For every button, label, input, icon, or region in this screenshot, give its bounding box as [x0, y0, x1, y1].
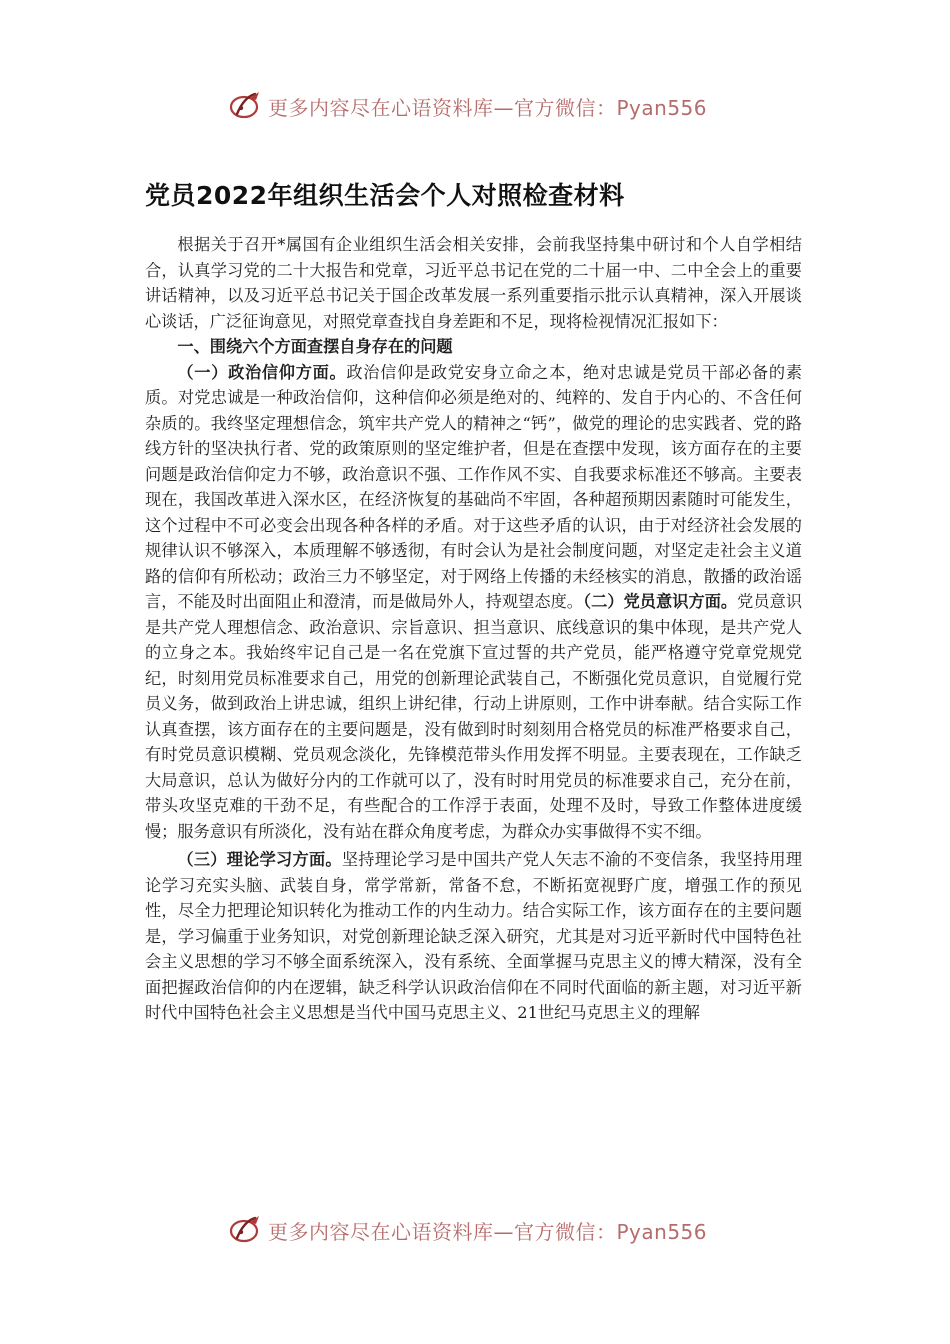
footer-banner [228, 1210, 748, 1250]
header-banner [228, 86, 748, 126]
subsection-2-text: 党员意识是共产党人理想信念、政治意识、宗旨意识、担当意识、底线意识的集中体现，是共产党人的立身之本。我始终牢记自己是一名在党旗下宣过誓的共产党员，能严格遵守党章党规党纪，时刻用党员标准要求自己，用党的创新理论武装自己，不断强化党员意识，自觉履行党员义务，做到政治上讲忠诚，组织上讲纪律，行动上讲原则，工作中讲奉献。结合实际工作认真查摆，该方面存在的主要问题是，没有做到时时刻刻用合格党员的标准严格要求自己，有时党员意识模糊、党员观念淡化，先锋模范带头作用发挥不明显。主要表现在，工作缺乏大局意识，总认为做好分内的工作就可以了，没有时时用党员的标准要求自己，充分在前，带头攻坚克难的干劲不足，有些配合的工作浮于表面，处理不及时，导致工作整体进度缓慢；服务意识有所淡化，没有站在群众角度考虑，为群众办实事做得不实不细。 [145, 592, 803, 841]
wechat-id: Pyan556 [616, 95, 708, 120]
subsection-1-text: 政治信仰是政党安身立命之本，绝对忠诚是党员干部必备的素质。对党忠诚是一种政治信仰，这种信仰必须是绝对的、纯粹的、发自于内心的、不含任何杂质的。我终坚定理想信念，筑牢共产党人的精神之“钙”，做党的理论的忠实践者、党的路线方针的坚决执行者、党的政策原则的坚定维护者，但是在查摆中发现，该方面存在的主要问题是政治信仰定力不够，政治意识不强、工作作风不实、自我要求标准还不够高。主要表现在，我国改革进入深水区，在经济恢复的基础尚不牢固，各种超预期因素随时可能发生，这个过程中不可必变会出现各种各样的矛盾。对于这些矛盾的认识，由于对经济社会发展的规律认识不够深入，本质理解不够透彻，有时会认为是社会制度问题，对坚定走社会主义道路的信仰有所松动；政治三力不够坚定，对于网络上传播的未经核实的消息，散播的政治谣言，不能及时出面阻止和澄清，而是做局外人，持观望态度。 [145, 362, 803, 611]
brand-logo-icon [228, 1212, 264, 1248]
section-1-2-paragraph [145, 360, 802, 845]
banner-text: 更多内容尽在心语资料库—官方微信：Pyan556 [268, 1219, 708, 1244]
subsection-1-label: （一）政治信仰方面。 [177, 362, 347, 382]
subsection-2-label: （二）党员意识方面。 [583, 592, 738, 611]
banner-text: 更多内容尽在心语资料库—官方微信：Pyan556 [268, 95, 708, 120]
section-3-paragraph [145, 847, 802, 1026]
document-body [145, 232, 802, 1026]
subsection-3-text: 坚持理论学习是中国共产党人矢志不渝的不变信条，我坚持用理论学习充实头脑、武装自身，常学常新，常备不怠，不断拓宽视野广度，增强工作的预见性，尽全力把理论知识转化为推动工作的内生动力。结合实际工作，该方面存在的主要问题是，学习偏重于业务知识，对党创新理论缺乏深入研究，尤其是对习近平新时代中国特色社会主义思想的学习不够全面系统深入，没有系统、全面掌握马克思主义的博大精深，没有全面把握政治信仰的内在逻辑，缺乏科学认识政治信仰在不同时代面临的新主题，对习近平新时代中国特色社会主义思想是当代中国马克思主义、21世纪马克思主义的理解 [145, 850, 803, 1022]
subsection-3-label: （三）理论学习方面。 [177, 850, 342, 869]
section-heading-1: 一、围绕六个方面查摆自身存在的问题 [177, 337, 453, 356]
brand-logo-icon [228, 88, 264, 124]
document-title: 党员2022年组织生活会个人对照检查材料 [145, 181, 625, 210]
intro-paragraph: 根据关于召开*属国有企业组织生活会相关安排，会前我坚持集中研讨和个人自学相结合，认真学习党的二十大报告和党章，习近平总书记在党的二十届一中、二中全会上的重要讲话精神，以及习近平总书记关于国企改革发展一系列重要指示批示认真精神，深入开展谈心谈话，广泛征询意见，对照党章查找自身差距和不足，现将检视情况汇报如下： [145, 235, 802, 331]
wechat-id: Pyan556 [616, 1219, 708, 1244]
